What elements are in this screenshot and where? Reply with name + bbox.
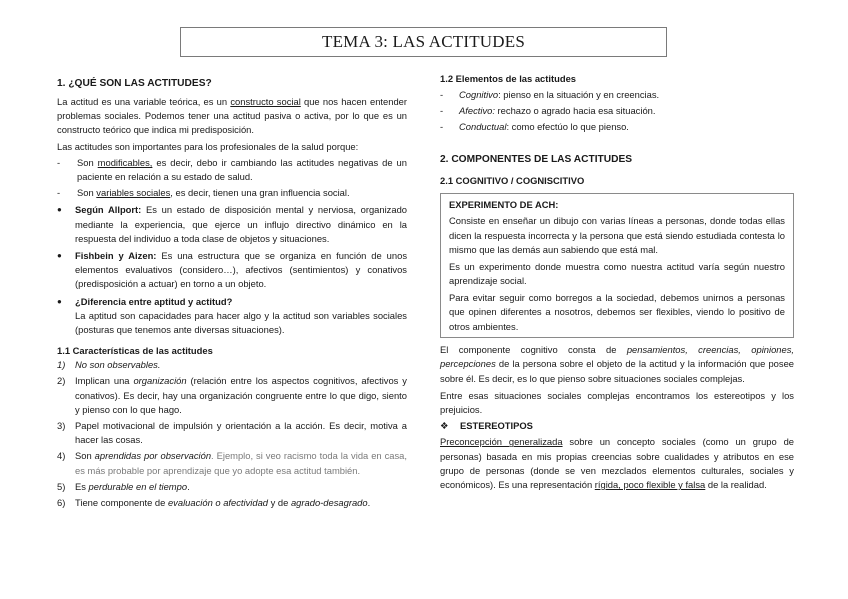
list-item: 2) Implican una organización (relación entre los aspectos cognitivos, afectivos y conativos). Es decir, hay una organización congruente entre lo que digo, siento y pienso con lo que hago. (57, 375, 407, 415)
experiment-paragraph: Consiste en enseñar un dibujo con varias líneas a personas, donde todas ellas dicen la respuesta incorrecta y la persona que está siendo estudiada contesta lo mismo que las demás aun sabiendo que está mal. (449, 215, 785, 256)
list-item: ● Fishbein y Aizen: Es una estructura que se organiza en función de unos elementos evaluativos (considero…), afectivos (sentimientos) y conativos (predisposición a actuar) en torno a un objeto. (57, 249, 407, 292)
list-item: 3) Papel motivacional de impulsión y orientación a la acción. Es decir, motiva a hacer las cosas. (57, 420, 407, 446)
experiment-paragraph: Es un experimento donde muestra como nuestra actitud varía según nuestro aprendizaje social. (449, 260, 785, 287)
section-2-heading: 2. COMPONENTES DE LAS ACTITUDES (440, 153, 633, 165)
list-item: ● ¿Diferencia entre aptitud y actitud? La aptitud son capacidades para hacer algo y la actitud son variables sociales (posturas que tenemos ante diversas situaciones). (57, 295, 407, 338)
bullet-icon: ● (57, 296, 62, 306)
list-item: 1) No son observables. (57, 359, 161, 371)
intro-paragraph: La actitud es una variable teórica, es un constructo social que nos hacen entender problemas sociales. Podemos tener una actitud pasiva o activa, por lo que es un constructo teórico que indica mi predisposición. (57, 96, 408, 136)
list-item: - Afectivo: rechazo o agrado hacia esa situación. (440, 105, 656, 117)
list-item: - Son variables sociales, es decir, tienen una gran influencia social. (57, 187, 350, 199)
left-column (57, 76, 407, 510)
section-1-1-heading: 1.1 Características de las actitudes (57, 345, 213, 357)
section-1-2-heading: 1.2 Elementos de las actitudes (440, 73, 576, 84)
experiment-title: EXPERIMENTO DE ACH: (449, 198, 559, 210)
stereotypes-intro: Entre esas situaciones sociales complejas encontramos los estereotipos y los prejuicios. (440, 389, 794, 415)
list-item: 5) Es perdurable en el tiempo. (57, 480, 190, 492)
section-2-1-heading: 2.1 COGNITIVO / COGNISCITIVO (440, 174, 585, 186)
list-item: - Son modificables, es decir, debo ir cambiando las actitudes negativas de un paciente en relación a su estado de salud. (57, 156, 407, 183)
page-title: TEMA 3: LAS ACTITUDES (180, 27, 667, 57)
experiment-box (440, 193, 794, 339)
importance-paragraph: Las actitudes son importantes para los profesionales de la salud porque: (57, 140, 359, 152)
stereotypes-heading: ❖ ESTEREOTIPOS (440, 419, 794, 433)
list-item: ● Según Allport: Es un estado de disposición mental y nerviosa, organizado mediante la experiencia, que ejerce un influjo directivo dinámico en la respuesta del individuo a toda clase de objetos y situaciones. (57, 203, 407, 246)
bullet-icon: ● (57, 251, 62, 261)
right-column (440, 72, 794, 492)
list-item: - Conductual: como efectúo lo que pienso. (440, 121, 629, 133)
section-1-heading: 1. ¿QUÉ SON LAS ACTITUDES? (57, 78, 212, 89)
cognitive-paragraph: El componente cognitivo consta de pensamientos, creencias, opiniones, percepciones de la persona sobre el objeto de la actitud y la información que posee sobre él. Es decir, es lo que pienso sobre situaciones sociales complejas. (440, 344, 795, 384)
list-item: 4) Son aprendidas por observación. Ejemplo, si veo racismo toda la vida en casa, es más probable por aprendizaje que yo adopte esa actitud también. (57, 450, 407, 476)
experiment-paragraph: Para evitar seguir como borregos a la sociedad, debemos unirnos a personas que opinen diferentes a nosotros, debemos ser flexibles, viendo lo positivo de otros ambientes. (449, 291, 785, 332)
stereotypes-paragraph: Preconcepción generalizada sobre un concepto sociales (como un grupo de personas) basada en mis propias creencias sobre cualidades y atributos en ese grupo de personas (donde se ven mezclados elementos culturales, sociales y económicos). Es una representación rígida, poco flexible y falsa de la realidad. (440, 436, 794, 490)
bullet-icon: ● (57, 205, 62, 215)
list-item: 6) Tiene componente de evaluación o afectividad y de agrado-desagrado. (57, 497, 371, 509)
diamond-bullet-icon: ❖ (440, 420, 449, 432)
list-item: - Cognitivo: pienso en la situación y en creencias. (440, 89, 660, 100)
